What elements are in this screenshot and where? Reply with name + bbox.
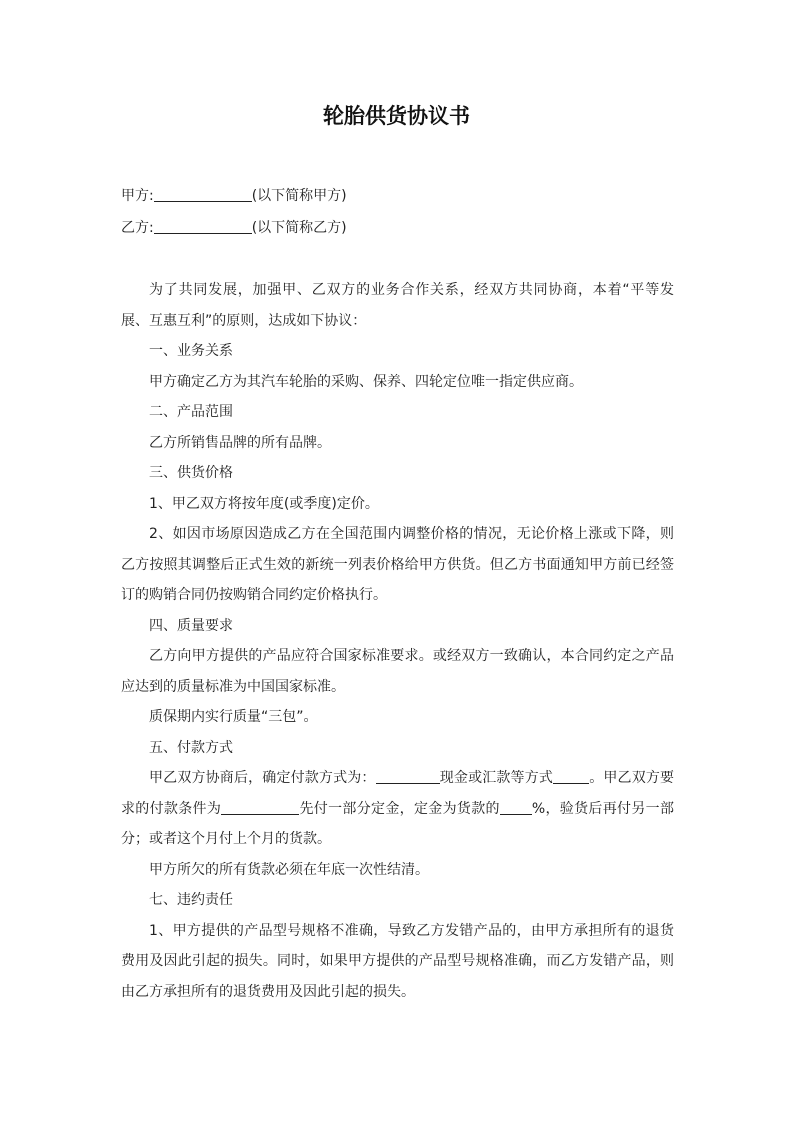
section-7-item-1: 1、甲方提供的产品型号规格不准确，导致乙方发错产品的，由甲方承担所有的退货费用及因此引起的损失。同时，如果甲方提供的产品型号规格准确，而乙方发错产品，则由乙方承担所有的退货费用及因此引起的损失。: [121, 922, 674, 1000]
section-1-text: 甲方确定乙方为其汽车轮胎的采购、保养、四轮定位唯一指定供应商。: [149, 373, 583, 390]
section-3-item-1: 1、甲乙双方将按年度(或季度)定价。: [149, 495, 379, 512]
payment-condition-blank: [221, 800, 299, 815]
deposit-text: 先付一部分定金，定金为货款的: [299, 800, 500, 817]
section-2-heading: 二、产品范围: [149, 404, 233, 420]
payment-condition-prefix: 。甲乙双方要求的付款条件为: [121, 770, 675, 817]
deposit-percent-blank: [500, 800, 532, 815]
party-a-suffix: (以下简称甲方): [251, 188, 347, 204]
section-4-heading: 四、质量要求: [149, 617, 233, 634]
party-b-label: 乙方:: [121, 220, 154, 236]
section-5-heading: 五、付款方式: [149, 739, 233, 756]
section-2-text: 乙方所销售品牌的所有品牌。: [149, 434, 331, 451]
document-body: [121, 275, 674, 1007]
payment-method-option: 现金或汇款等方式: [439, 770, 554, 786]
party-a-line: [121, 186, 347, 206]
intro-paragraph: 为了共同发展，加强甲、乙双方的业务合作关系，经双方共同协商，本着“平等发展、互惠互利”的原则，达成如下协议：: [121, 282, 674, 329]
payment-option-blank: [553, 769, 589, 784]
payment-method-prefix: 甲乙双方协商后，确定付款方式为：: [149, 770, 376, 786]
section-3-item-2: 2、如因市场原因造成乙方在全国范围内调整价格的情况，无论价格上涨或下降，则乙方按照其调整后正式生效的新统一列表价格给甲方供货。但乙方书面通知甲方前已经签订的购销合同仍按购销合同约定价格执行。: [121, 526, 674, 603]
party-b-suffix: (以下简称乙方): [251, 220, 347, 236]
section-5-text: [121, 763, 674, 855]
party-a-label: 甲方:: [121, 188, 154, 204]
section-4-text: 乙方向甲方提供的产品应符合国家标准要求。或经双方一致确认，本合同约定之产品应达到的质量标准为中国国家标准。: [121, 648, 674, 695]
party-b-line: [121, 218, 347, 238]
section-3-heading: 三、供货价格: [149, 465, 233, 481]
section-7-heading: 七、违约责任: [149, 892, 233, 908]
document-title: 轮胎供货协议书: [323, 104, 470, 128]
payment-method-blank: [376, 769, 440, 784]
deposit-remainder: %，验货后再付另一部分；或者这个月付上个月的货款。: [121, 800, 674, 847]
section-4-text-2: 质保期内实行质量“三包”。: [149, 709, 318, 725]
party-b-blank: [154, 219, 252, 234]
section-5-text-2: 甲方所欠的所有货款必须在年底一次性结清。: [149, 861, 429, 878]
party-a-blank: [154, 187, 252, 202]
section-1-heading: 一、业务关系: [149, 343, 233, 359]
